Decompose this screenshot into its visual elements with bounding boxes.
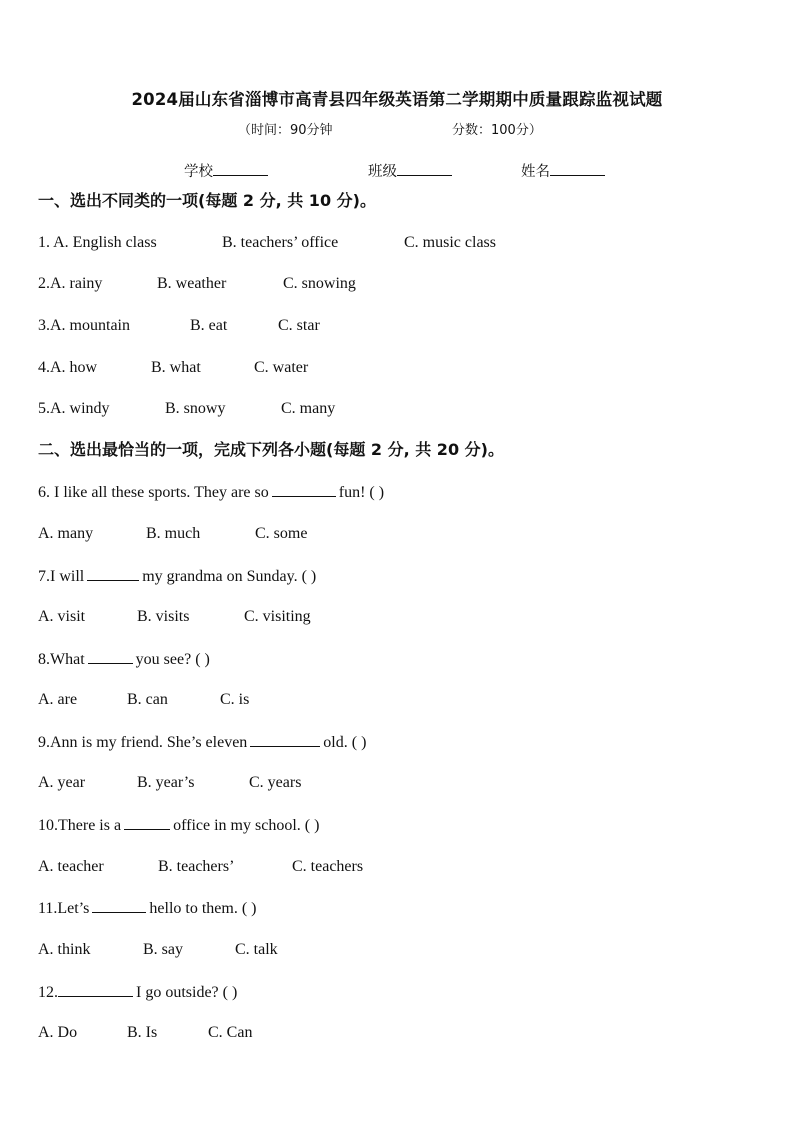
question-text: 8.What: [38, 651, 85, 668]
question-text-end: fun! ( ): [338, 484, 385, 501]
question-text-end: my grandma on Sunday. ( ): [142, 568, 317, 585]
answer-blank[interactable]: [92, 898, 146, 913]
question-text: 6. I like all these sports. They are so: [38, 484, 269, 501]
option-c: C. music class: [404, 234, 496, 251]
option-c[interactable]: C. years: [249, 774, 302, 791]
question-text: 12.: [38, 984, 58, 1001]
name-label: 姓名: [521, 164, 550, 180]
option-c[interactable]: C. is: [220, 691, 250, 708]
option-b[interactable]: B. say: [143, 941, 183, 958]
option-c[interactable]: C. teachers: [292, 858, 364, 875]
question-stem: [38, 982, 237, 1003]
option-a[interactable]: A. teacher: [38, 858, 104, 875]
section1-heading: 一、选出不同类的一项(每题 2 分, 共 10 分)。: [38, 191, 376, 210]
option-a[interactable]: A. think: [38, 941, 91, 958]
page-title: 2024届山东省淄博市高青县四年级英语第二学期期中质量跟踪监视试题: [131, 90, 663, 109]
class-field[interactable]: [368, 160, 452, 181]
option-b: B. what: [151, 359, 201, 376]
question-text-end: I go outside? ( ): [136, 984, 238, 1001]
question-stem: [38, 649, 210, 670]
question-text: 7.I will: [38, 568, 85, 585]
question-text-end: you see? ( ): [135, 651, 210, 668]
question-text: 9.Ann is my friend. She’s eleven: [38, 734, 248, 751]
answer-blank[interactable]: [124, 815, 170, 830]
question-text-end: hello to them. ( ): [149, 900, 257, 917]
class-blank[interactable]: [397, 161, 452, 176]
option-a[interactable]: A. year: [38, 774, 86, 791]
option-b: B. weather: [157, 275, 227, 292]
exam-time: （时间：90分钟: [238, 123, 333, 138]
answer-blank[interactable]: [250, 732, 320, 747]
option-a: 5.A. windy: [38, 400, 110, 417]
exam-score: 分数：100分）: [452, 123, 542, 138]
option-b[interactable]: B. visits: [137, 608, 190, 625]
section2-heading: 二、选出最恰当的一项，完成下列各小题(每题 2 分, 共 20 分)。: [38, 440, 504, 459]
option-c: C. star: [278, 317, 320, 334]
option-b[interactable]: B. teachers’: [158, 858, 235, 875]
option-c[interactable]: C. talk: [235, 941, 278, 958]
option-b: B. teachers’ office: [222, 234, 339, 251]
option-a[interactable]: A. are: [38, 691, 78, 708]
name-blank[interactable]: [550, 161, 605, 176]
question-text: 11.Let’s: [38, 900, 90, 917]
name-field[interactable]: [521, 160, 605, 181]
school-blank[interactable]: [213, 161, 268, 176]
question-stem: [38, 482, 384, 503]
option-b[interactable]: B. Is: [127, 1024, 158, 1041]
option-c: C. water: [254, 359, 309, 376]
option-a[interactable]: A. Do: [38, 1024, 78, 1041]
option-c[interactable]: C. Can: [208, 1024, 253, 1041]
class-label: 班级: [368, 164, 397, 180]
question-stem: [38, 898, 257, 919]
option-b: B. snowy: [165, 400, 226, 417]
option-c: C. snowing: [283, 275, 356, 292]
question-stem: [38, 815, 319, 836]
answer-blank[interactable]: [58, 982, 133, 997]
option-b[interactable]: B. can: [127, 691, 168, 708]
option-b: B. eat: [190, 317, 228, 334]
question-stem: [38, 732, 366, 753]
option-a[interactable]: A. visit: [38, 608, 86, 625]
school-field[interactable]: [184, 160, 268, 181]
question-text: 10.There is a: [38, 817, 122, 834]
school-label: 学校: [184, 164, 213, 180]
option-b[interactable]: B. year’s: [137, 774, 195, 791]
question-stem: [38, 566, 316, 587]
option-a[interactable]: A. many: [38, 525, 94, 542]
question-text-end: office in my school. ( ): [173, 817, 320, 834]
answer-blank[interactable]: [88, 649, 133, 664]
option-a: 3.A. mountain: [38, 317, 130, 334]
option-c[interactable]: C. some: [255, 525, 308, 542]
option-a: 1. A. English class: [38, 234, 157, 251]
option-c[interactable]: C. visiting: [244, 608, 311, 625]
answer-blank[interactable]: [272, 482, 336, 497]
option-a: 4.A. how: [38, 359, 98, 376]
question-text-end: old. ( ): [323, 734, 367, 751]
option-c: C. many: [281, 400, 336, 417]
option-b[interactable]: B. much: [146, 525, 201, 542]
answer-blank[interactable]: [87, 566, 139, 581]
option-a: 2.A. rainy: [38, 275, 103, 292]
